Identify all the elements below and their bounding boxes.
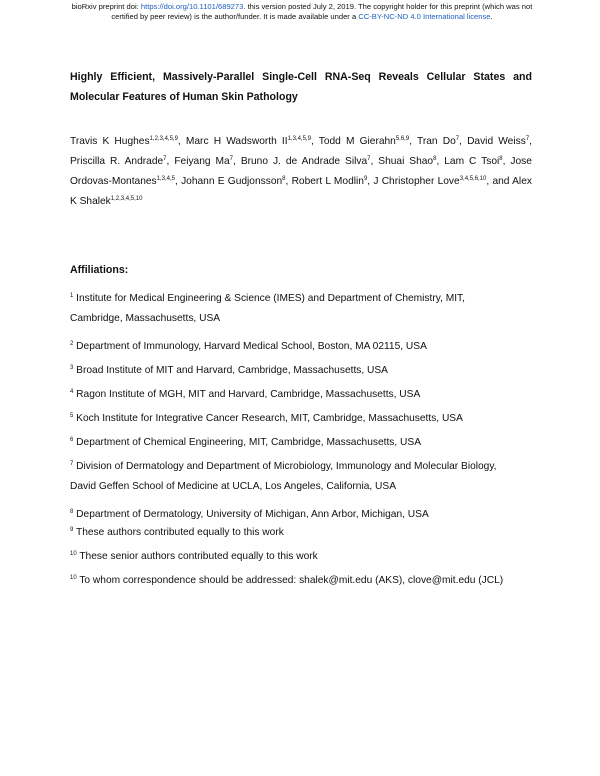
affiliation-item [70,571,540,591]
author-name: J Christopher Love [373,176,460,187]
author-affiliation-marker: 8 [282,176,286,182]
author-name: Johann E Gudjonsson [181,176,283,187]
affiliation-number: 1 [70,293,74,299]
author-affiliation-marker: 7 [455,136,460,142]
affiliation-text: Broad Institute of MIT and Harvard, Cambridge, Massachusetts, USA [73,365,388,376]
affiliation-item [70,523,540,543]
author-name: Feiyang Ma [174,156,230,167]
author-affiliation-marker: 1,3,4,5,9 [287,136,311,142]
author-name: Lam C Tsoi [444,156,500,167]
author-affiliation-marker: 9 [363,176,368,182]
affiliation-item [70,385,540,405]
affiliation-number: 7 [70,461,74,467]
author-name: Shuai Shao [378,156,434,167]
header-text: certified by peer review) is the author/funder. It is made available under a [111,12,359,21]
affiliation-text: To whom correspondence should be addressed: shalek@mit.edu (AKS), clove@mit.edu (JCL) [76,575,504,586]
affiliation-text: Department of Dermatology, University of Michigan, Ann Arbor, Michigan, USA [73,509,429,520]
author-affiliation-marker: 7 [525,136,530,142]
affiliation-text: Cambridge, Massachusetts, USA [70,313,221,324]
paper-title: Highly Efficient, Massively-Parallel Single-Cell RNA-Seq Reveals Cellular States and Molecular Features of Human Skin Pathology [70,71,532,103]
author-affiliation-marker: 8 [433,156,437,162]
header-text: . this version posted July 2, 2019. The copyright holder for this preprint (which was not [243,2,533,11]
header-text: bioRxiv preprint doi: [71,2,141,11]
affiliation-number: 8 [70,509,74,515]
affiliation-number: 6 [70,437,74,443]
affiliation-text: Koch Institute for Integrative Cancer Research, MIT, Cambridge, Massachusetts, USA [73,413,463,424]
affiliation-item [70,409,540,429]
license-link[interactable]: CC-BY-NC-ND 4.0 International license [358,12,491,21]
author-affiliation-marker: 5,6,9 [395,136,410,142]
affiliation-text: David Geffen School of Medicine at UCLA, Los Angeles, California, USA [70,481,396,492]
author-name: Alex K Shalek [70,176,532,207]
affiliation-item [70,337,540,357]
author-affiliation-marker: 7 [163,156,167,162]
affiliation-text: Division of Dermatology and Department of Microbiology, Immunology and Molecular Biology, [73,461,497,472]
author-affiliation-marker: 7 [229,156,234,162]
affiliation-text: Ragon Institute of MGH, MIT and Harvard, Cambridge, Massachusetts, USA [73,389,421,400]
author-name: Bruno J. de Andrade Silva [240,156,368,167]
affiliation-item [70,547,540,567]
author-affiliation-marker: 1,2,3,4,5,10 [110,196,143,202]
affiliation-item [70,289,540,329]
author-affiliation-marker: 1,2,3,4,5,9 [149,136,178,142]
author-list: Travis K Hughes$^{1,2,3,4,5,9}$, Marc H Wadsworth II$^{1,3,4,5,9}$, Todd M Gierahn$^{5,6,9}$, Tran Do$^7$, David Weiss$^7$, Priscilla R. Andrade$^7$, Feiyang Ma$^7$, Bruno J. de Andrade Silva$^7$, Shuai Shao$^8$, Lam C Tsoi$^8$, Jose Ordovas-Montanes$^{1,3,4,5}$, Johann E Gudjonsson$^8$, Robert L Modlin$^9$, J Christopher Love$^{3,4,5,6,10}$, and Alex K Shalek$^{1,2,3,4,5,10}$ [70,136,532,207]
affiliation-item [70,361,540,381]
author-name: Marc H Wadsworth II [185,136,288,147]
affiliation-text: Department of Immunology, Harvard Medical School, Boston, MA 02115, USA [73,341,427,352]
affiliation-number: 4 [70,389,74,395]
affiliation-text: Institute for Medical Engineering & Science (IMES) and Department of Chemistry, MIT, [73,293,465,304]
author-affiliation-marker: 7 [367,156,371,162]
affiliation-number: 2 [70,341,74,347]
header-text: . [490,12,493,21]
affiliation-number: 3 [70,365,74,371]
affiliation-number: 9 [70,527,74,533]
author-name: Travis K Hughes [70,136,150,147]
author-name: Jose Ordovas-Montanes [70,156,532,187]
author-affiliation-marker: 8 [499,156,503,162]
author-affiliation-marker: 3,4,5,6,10 [459,176,487,182]
affiliation-number: 10 [70,575,77,581]
affiliations-heading: Affiliations: [70,264,129,276]
doi-link[interactable]: https://doi.org/10.1101/689273 [140,2,244,11]
author-name: Robert L Modlin [291,176,364,187]
affiliation-number: 10 [70,551,77,557]
author-name: Priscilla R. Andrade [70,156,164,167]
author-name: Todd M Gierahn [318,136,396,147]
author-affiliation-marker: 1,3,4,5 [156,176,175,182]
affiliation-item [70,433,540,453]
author-name: Tran Do [417,136,456,147]
author-name: David Weiss [467,136,526,147]
preprint-header [60,2,544,22]
affiliation-text: Department of Chemical Engineering, MIT, Cambridge, Massachusetts, USA [73,437,421,448]
affiliation-item [70,505,540,525]
affiliation-number: 5 [70,413,74,419]
affiliation-text: These senior authors contributed equally to this work [76,551,318,562]
affiliation-item [70,457,540,497]
affiliation-text: These authors contributed equally to this work [73,527,284,538]
